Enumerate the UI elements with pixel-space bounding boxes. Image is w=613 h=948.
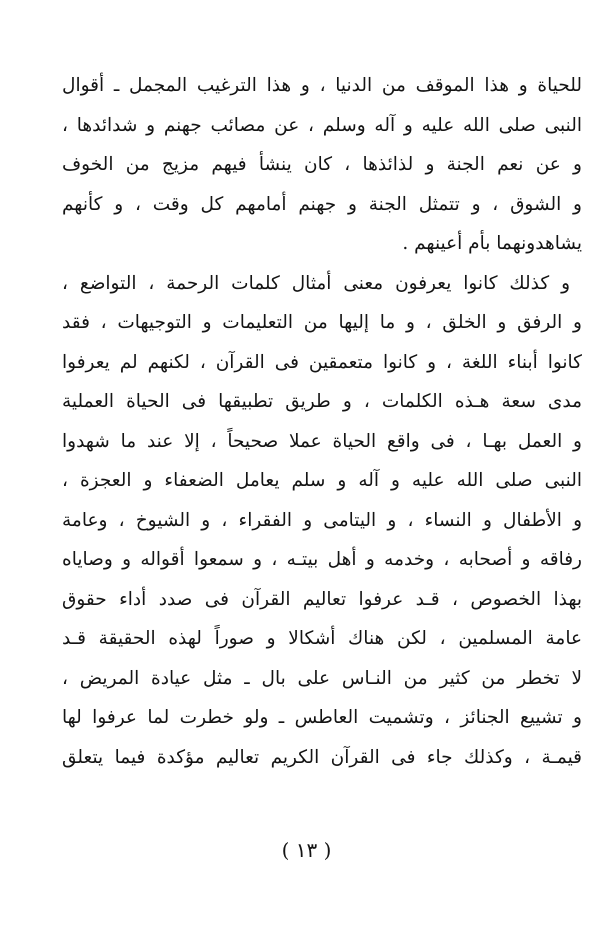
text-line-16: لا تخطر من كثير من النـاس على بال ـ مثل عيادة المريض ، [62,667,582,689]
text-line-2: النبى صلى الله عليه و آله وسلم ، عن مصائب جهنم و شدائدها ، [62,114,582,136]
text-line-5: يشاهدونهما بأم أعينهم . [402,233,582,254]
text-line-4: و الشوق ، و تتمثل الجنة و جهنم أمامهم كل وقت ، و كأنهم [62,193,582,215]
text-line-6: و كذلك كانوا يعرفون معنى أمثال كلمات الرحمة ، التواضع ، [62,272,570,294]
text-line-1: للحياة و هذا الموقف من الدنيا ، و هذا الترغيب المجمل ـ أقوال [62,75,582,96]
text-line-14: بهذا الخصوص ، قـد عرفوا تعاليم القرآن فى صدد أداء حقوق [62,588,582,610]
text-line-10: و العمل بهـا ، فى واقع الحياة عملا صحيحاً ، إلا عند ما شهدوا [62,430,582,452]
text-line-17: و تشييع الجنائز ، وتشميت العاطس ـ ولو خطرت لما عرفوا لها [62,707,582,728]
text-line-8: كانوا أبناء اللغة ، و كانوا متعمقين فى القرآن ، لكنهم لم يعرفوا [62,351,582,373]
text-line-7: و الرفق و الخلق ، و ما إليها من التعليمات و التوجيهات ، فقد [62,312,582,333]
text-line-3: و عن نعم الجنة و لذائذها ، كان ينشأ فيهم مزيج من الخوف [62,154,582,175]
text-line-15: عامة المسلمين ، لكن هناك أشكالا و صوراً لهذه الحقيقة قـد [62,628,582,649]
text-line-11: النبى صلى الله عليه و آله و سلم يعامل الضعفاء و العجزة ، [62,470,582,491]
text-line-18: قيمـة ، وكذلك جاء فى القرآن الكريم تعاليم مؤكدة فيما يتعلق [62,746,582,768]
body-text [62,66,582,777]
text-line-9: مدى سعة هـذه الكلمات ، و طريق تطبيقها فى الحياة العملية [62,391,582,412]
page-number: ( ١٣ ) [281,838,332,862]
text-line-13: رفاقه و أصحابه ، وخدمه و أهل بيتـه ، و سمعوا أقواله و وصاياه [62,549,582,570]
text-line-12: و الأطفال و النساء ، و اليتامى و الفقراء ، و الشيوخ ، وعامة [62,509,582,531]
